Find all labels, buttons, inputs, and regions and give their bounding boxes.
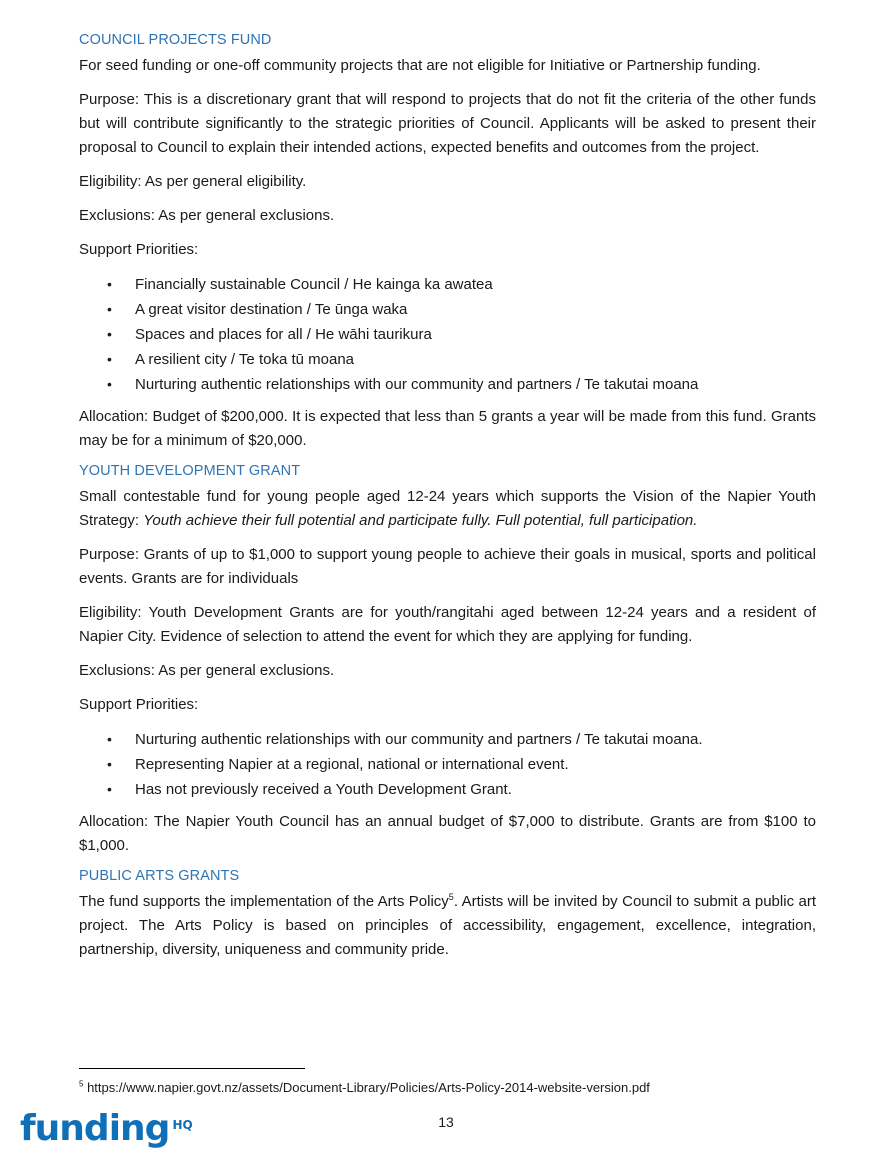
- section-exclusions: Exclusions: As per general exclusions.: [79, 207, 335, 224]
- list-item: • Nurturing authentic relationships with our community and partners / Te takutai moana: [135, 372, 816, 397]
- list-item: • Has not previously received a Youth Development Grant.: [135, 777, 816, 802]
- section-heading: PUBLIC ARTS GRANTS: [79, 868, 240, 884]
- section-intro: The fund supports the implementation of the Arts Policy$^5$. Artists will be invited by Council to submit a public art project. The Arts Policy is based on principles of accessibility, engagement, excellence, integration, partnership, diversity, uniqueness and community pride.: [79, 892, 816, 958]
- list-item: • Spaces and places for all / He wāhi taurikura: [135, 322, 816, 347]
- section-heading: COUNCIL PROJECTS FUND: [79, 32, 272, 48]
- bullet-icon: •: [107, 731, 112, 747]
- list-item: • Financially sustainable Council / He kainga ka awatea: [135, 272, 816, 297]
- youth-development-grant-section: [79, 463, 816, 858]
- section-eligibility: Eligibility: Youth Development Grants are for youth/rangitahi aged between 12-24 years and a resident of Napier City. Evidence of selection to attend the event for which they are applying for funding.: [79, 604, 816, 645]
- page-number: 13: [438, 1114, 454, 1130]
- bullet-icon: •: [107, 756, 112, 772]
- list-item: • Representing Napier at a regional, national or international event.: [135, 752, 816, 777]
- logo-suffix: HQ: [172, 1118, 193, 1132]
- bullet-icon: •: [107, 276, 112, 292]
- section-intro: Small contestable fund for young people aged 12-24 years which supports the Vision of the Napier Youth Strategy: Youth achieve their full potential and participate fully. Full potential, full participation.: [79, 488, 816, 529]
- bullet-icon: •: [107, 326, 112, 342]
- section-priorities-label: Support Priorities:: [79, 241, 199, 258]
- section-allocation: Allocation: The Napier Youth Council has an annual budget of $7,000 to distribute. Grants are from $100 to $1,000.: [79, 813, 816, 854]
- council-projects-fund-section: [79, 32, 816, 453]
- bullet-icon: •: [107, 781, 112, 797]
- footnote-reference[interactable]: 5: [448, 892, 454, 902]
- section-intro: For seed funding or one-off community projects that are not eligible for Initiative or Partnership funding.: [79, 57, 761, 74]
- section-allocation: Allocation: Budget of $200,000. It is expected that less than 5 grants a year will be made from this fund. Grants may be for a minimum of $20,000.: [79, 408, 816, 449]
- section-exclusions: Exclusions: As per general exclusions.: [79, 662, 335, 679]
- document-page: [79, 26, 816, 972]
- priorities-list: [79, 727, 816, 802]
- footnote-marker: 5: [79, 1079, 84, 1089]
- list-item: • A resilient city / Te toka tū moana: [135, 347, 816, 372]
- section-eligibility: Eligibility: As per general eligibility.: [79, 173, 307, 190]
- footnote-link[interactable]: https://www.napier.govt.nz/assets/Document-Library/Policies/Arts-Policy-2014-website-version.pdf: [83, 1080, 650, 1095]
- bullet-icon: •: [107, 351, 112, 367]
- vision-statement: Youth achieve their full potential and participate fully. Full potential, full participation.: [143, 512, 698, 529]
- list-item: • Nurturing authentic relationships with our community and partners / Te takutai moana.: [135, 727, 816, 752]
- bullet-icon: •: [107, 376, 112, 392]
- section-heading: YOUTH DEVELOPMENT GRANT: [79, 463, 301, 479]
- bullet-icon: •: [107, 301, 112, 317]
- section-priorities-label: Support Priorities:: [79, 696, 199, 713]
- footnote: [79, 1079, 650, 1097]
- footnote-divider: [79, 1068, 305, 1069]
- section-purpose: Purpose: This is a discretionary grant that will respond to projects that do not fit the criteria of the other funds but will contribute significantly to the strategic priorities of Council. Applicants will be asked to present their proposal to Council to explain their intended actions, expected benefits and outcomes from the project.: [79, 91, 816, 156]
- public-arts-grants-section: [79, 868, 816, 962]
- list-item: • A great visitor destination / Te ūnga waka: [135, 297, 816, 322]
- logo-wordmark: funding: [20, 1108, 170, 1149]
- priorities-list: [79, 272, 816, 397]
- section-purpose: Purpose: Grants of up to $1,000 to support young people to achieve their goals in musical, sports and political events. Grants are for individuals: [79, 546, 816, 587]
